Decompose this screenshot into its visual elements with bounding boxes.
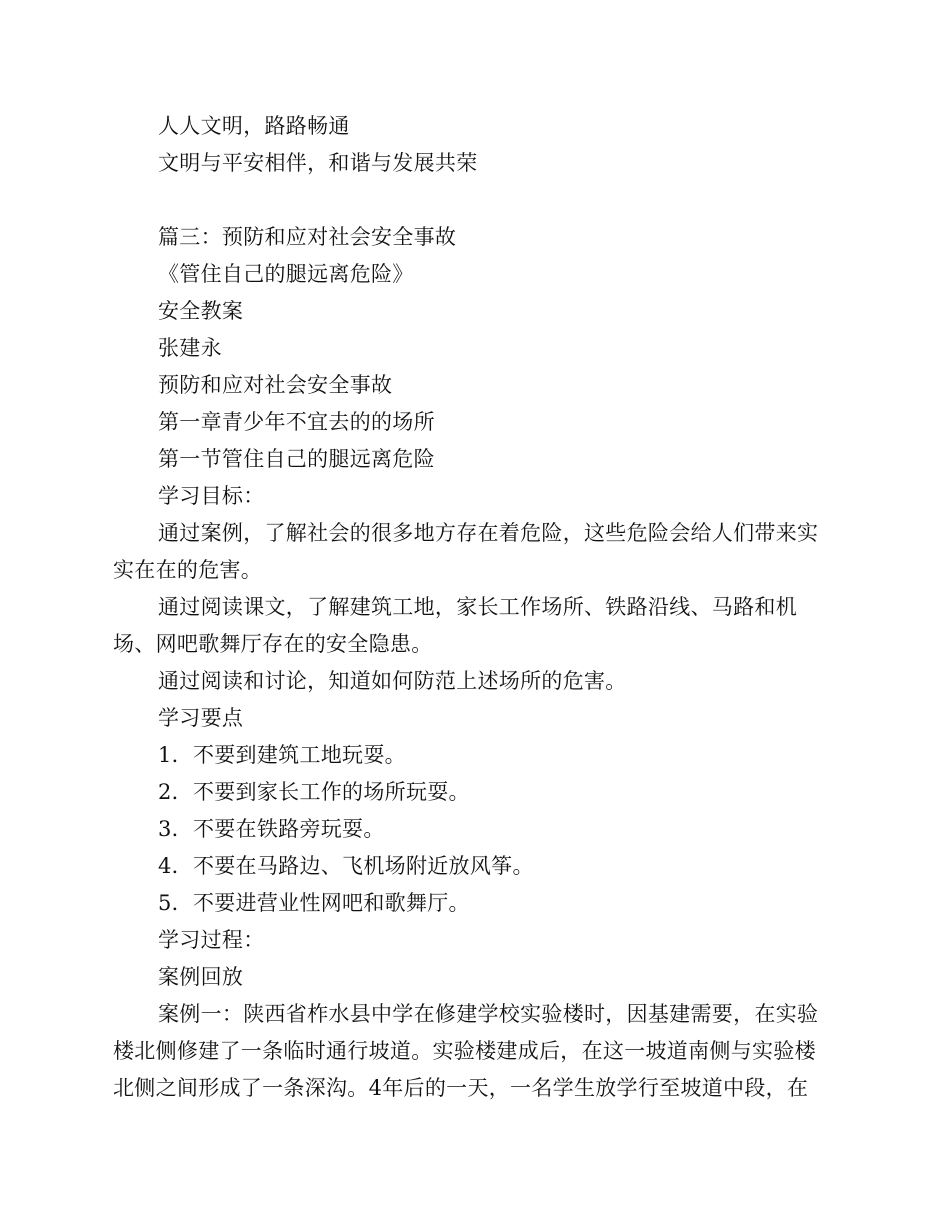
- key-points-heading: 学习要点: [158, 706, 244, 730]
- key-point-5: 5．不要进营业性网吧和歌舞厅。: [158, 891, 470, 915]
- key-point-3: 3．不要在铁路旁玩耍。: [158, 817, 385, 841]
- case-1-line-1: 案例一：陕西省柞水县中学在修建学校实验楼时，因基建需要，在实验: [158, 1002, 819, 1026]
- chapter-title: 第一章青少年不宜去的的场所: [158, 410, 435, 434]
- unit-title: 预防和应对社会安全事故: [158, 373, 393, 397]
- key-point-4: 4．不要在马路边、飞机场附近放风筝。: [158, 854, 534, 878]
- key-point-1: 1．不要到建筑工地玩耍。: [158, 743, 406, 767]
- section-title: 第一节管住自己的腿远离危险: [158, 447, 435, 471]
- author-name: 张建永: [158, 336, 222, 360]
- case-1-line-3: 北侧之间形成了一条深沟。4年后的一天，一名学生放学行至坡道中段，在: [113, 1076, 809, 1100]
- objective-1-line-1: 通过案例，了解社会的很多地方存在着危险，这些危险会给人们带来实: [158, 521, 819, 545]
- case-review-heading: 案例回放: [158, 965, 244, 989]
- objective-2-line-2: 场、网吧歌舞厅存在的安全隐患。: [113, 632, 433, 656]
- lesson-type: 安全教案: [158, 299, 244, 323]
- objectives-heading: 学习目标：: [158, 484, 265, 508]
- process-heading: 学习过程：: [158, 928, 265, 952]
- objective-2-line-1: 通过阅读课文，了解建筑工地，家长工作场所、铁路沿线、马路和机: [158, 595, 797, 619]
- slogan-line-1: 人人文明，路路畅通: [158, 114, 350, 138]
- case-1-line-2: 楼北侧修建了一条临时通行坡道。实验楼建成后，在这一坡道南侧与实验楼: [113, 1039, 816, 1063]
- objective-3: 通过阅读和讨论，知道如何防范上述场所的危害。: [158, 669, 627, 693]
- key-point-2: 2．不要到家长工作的场所玩耍。: [158, 780, 470, 804]
- section-heading: 篇三：预防和应对社会安全事故: [158, 225, 457, 249]
- objective-1-line-2: 实在在的危害。: [113, 558, 263, 582]
- lesson-title: 《管住自己的腿远离危险》: [158, 262, 414, 286]
- slogan-line-2: 文明与平安相伴，和谐与发展共荣: [158, 151, 478, 175]
